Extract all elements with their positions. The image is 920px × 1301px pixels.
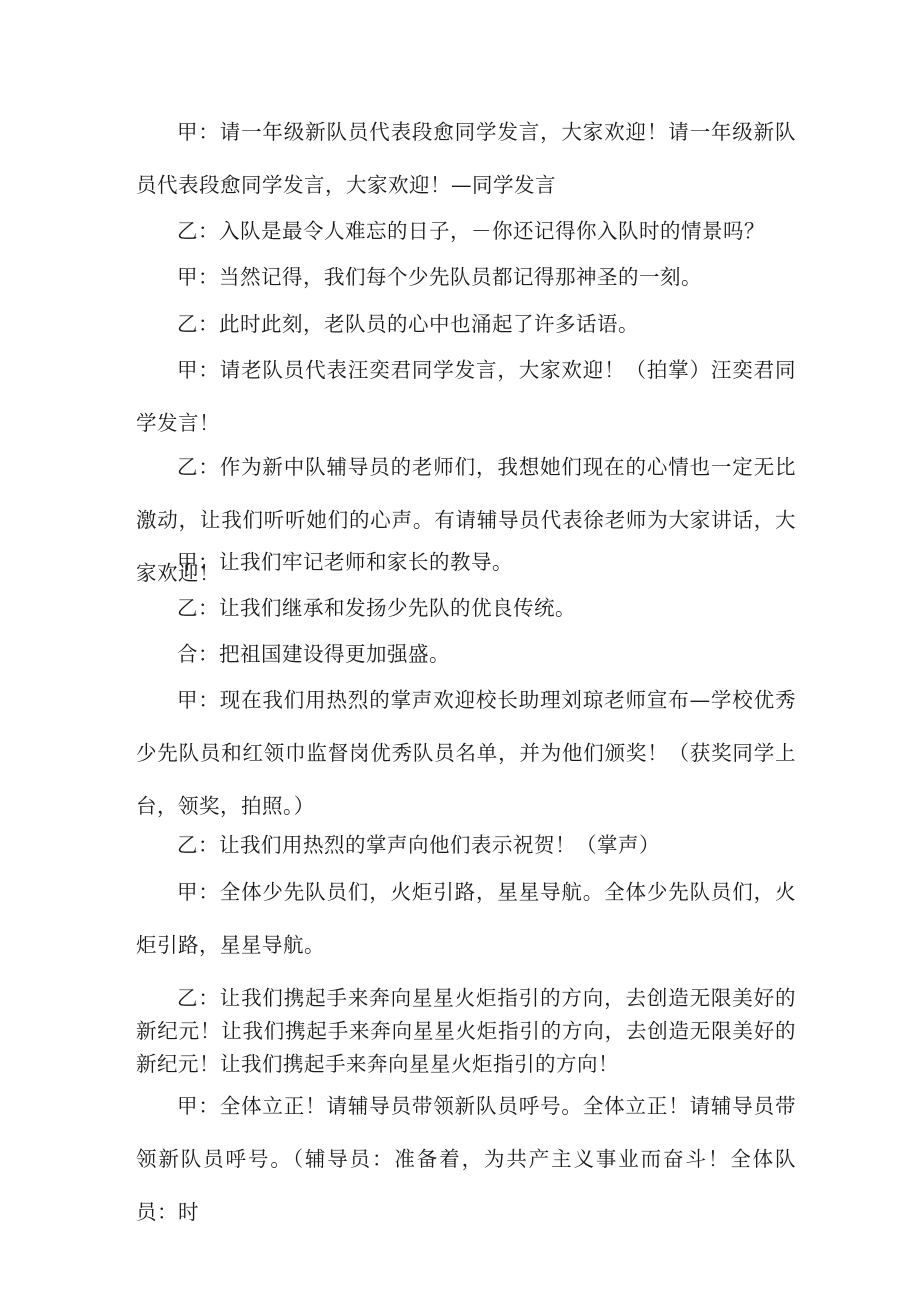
paragraph-14: 甲：全体立正！请辅导员带领新队员呼号。全体立正！请辅导员带领新队员呼号。（辅导员：准备着，为共产主义事业而奋斗！全体队员：时	[136, 1094, 796, 1224]
paragraph-8: 乙：让我们继承和发扬少先队的优良传统。	[177, 596, 576, 620]
paragraph-5: 甲：请老队员代表汪奕君同学发言，大家欢迎！（拍掌）汪奕君同学发言！	[136, 358, 796, 435]
paragraph-13: 乙：让我们携起手来奔向星星火炬指引的方向，去创造无限美好的新纪元！让我们携起手来奔向星星火炬指引的方向，去创造无限美好的新纪元！让我们携起手来奔向星星火炬指引的方向！	[136, 986, 796, 1076]
paragraph-4: 乙：此时此刻，老队员的心中也涌起了许多话语。	[177, 312, 639, 336]
paragraph-12: 甲：全体少先队员们，火炬引路，星星导航。全体少先队员们，火炬引路，星星导航。	[136, 880, 796, 957]
paragraph-7: 甲：让我们牢记老师和家长的教导。	[177, 550, 513, 574]
paragraph-6: 乙：作为新中队辅导员的老师们，我想她们现在的心情也一定无比激动，让我们听听她们的心声。有请辅导员代表徐老师为大家讲话，大家欢迎！	[136, 455, 796, 585]
paragraph-9: 合：把祖国建设得更加强盛。	[177, 642, 450, 666]
paragraph-2: 乙：入队是最令人难忘的日子，－你还记得你入队时的情景吗？	[177, 219, 765, 243]
paragraph-10: 甲：现在我们用热烈的掌声欢迎校长助理刘琼老师宣布—学校优秀少先队员和红领巾监督岗优秀队员名单，并为他们颁奖！（获奖同学上台，领奖，拍照。）	[136, 688, 796, 818]
paragraph-1: 甲：请一年级新队员代表段愈同学发言，大家欢迎！请一年级新队员代表段愈同学发言，大家欢迎！—同学发言	[136, 120, 796, 197]
paragraph-3: 甲：当然记得，我们每个少先队员都记得那神圣的一刻。	[177, 265, 702, 289]
paragraph-11: 乙：让我们用热烈的掌声向他们表示祝贺！（掌声）	[177, 833, 660, 857]
